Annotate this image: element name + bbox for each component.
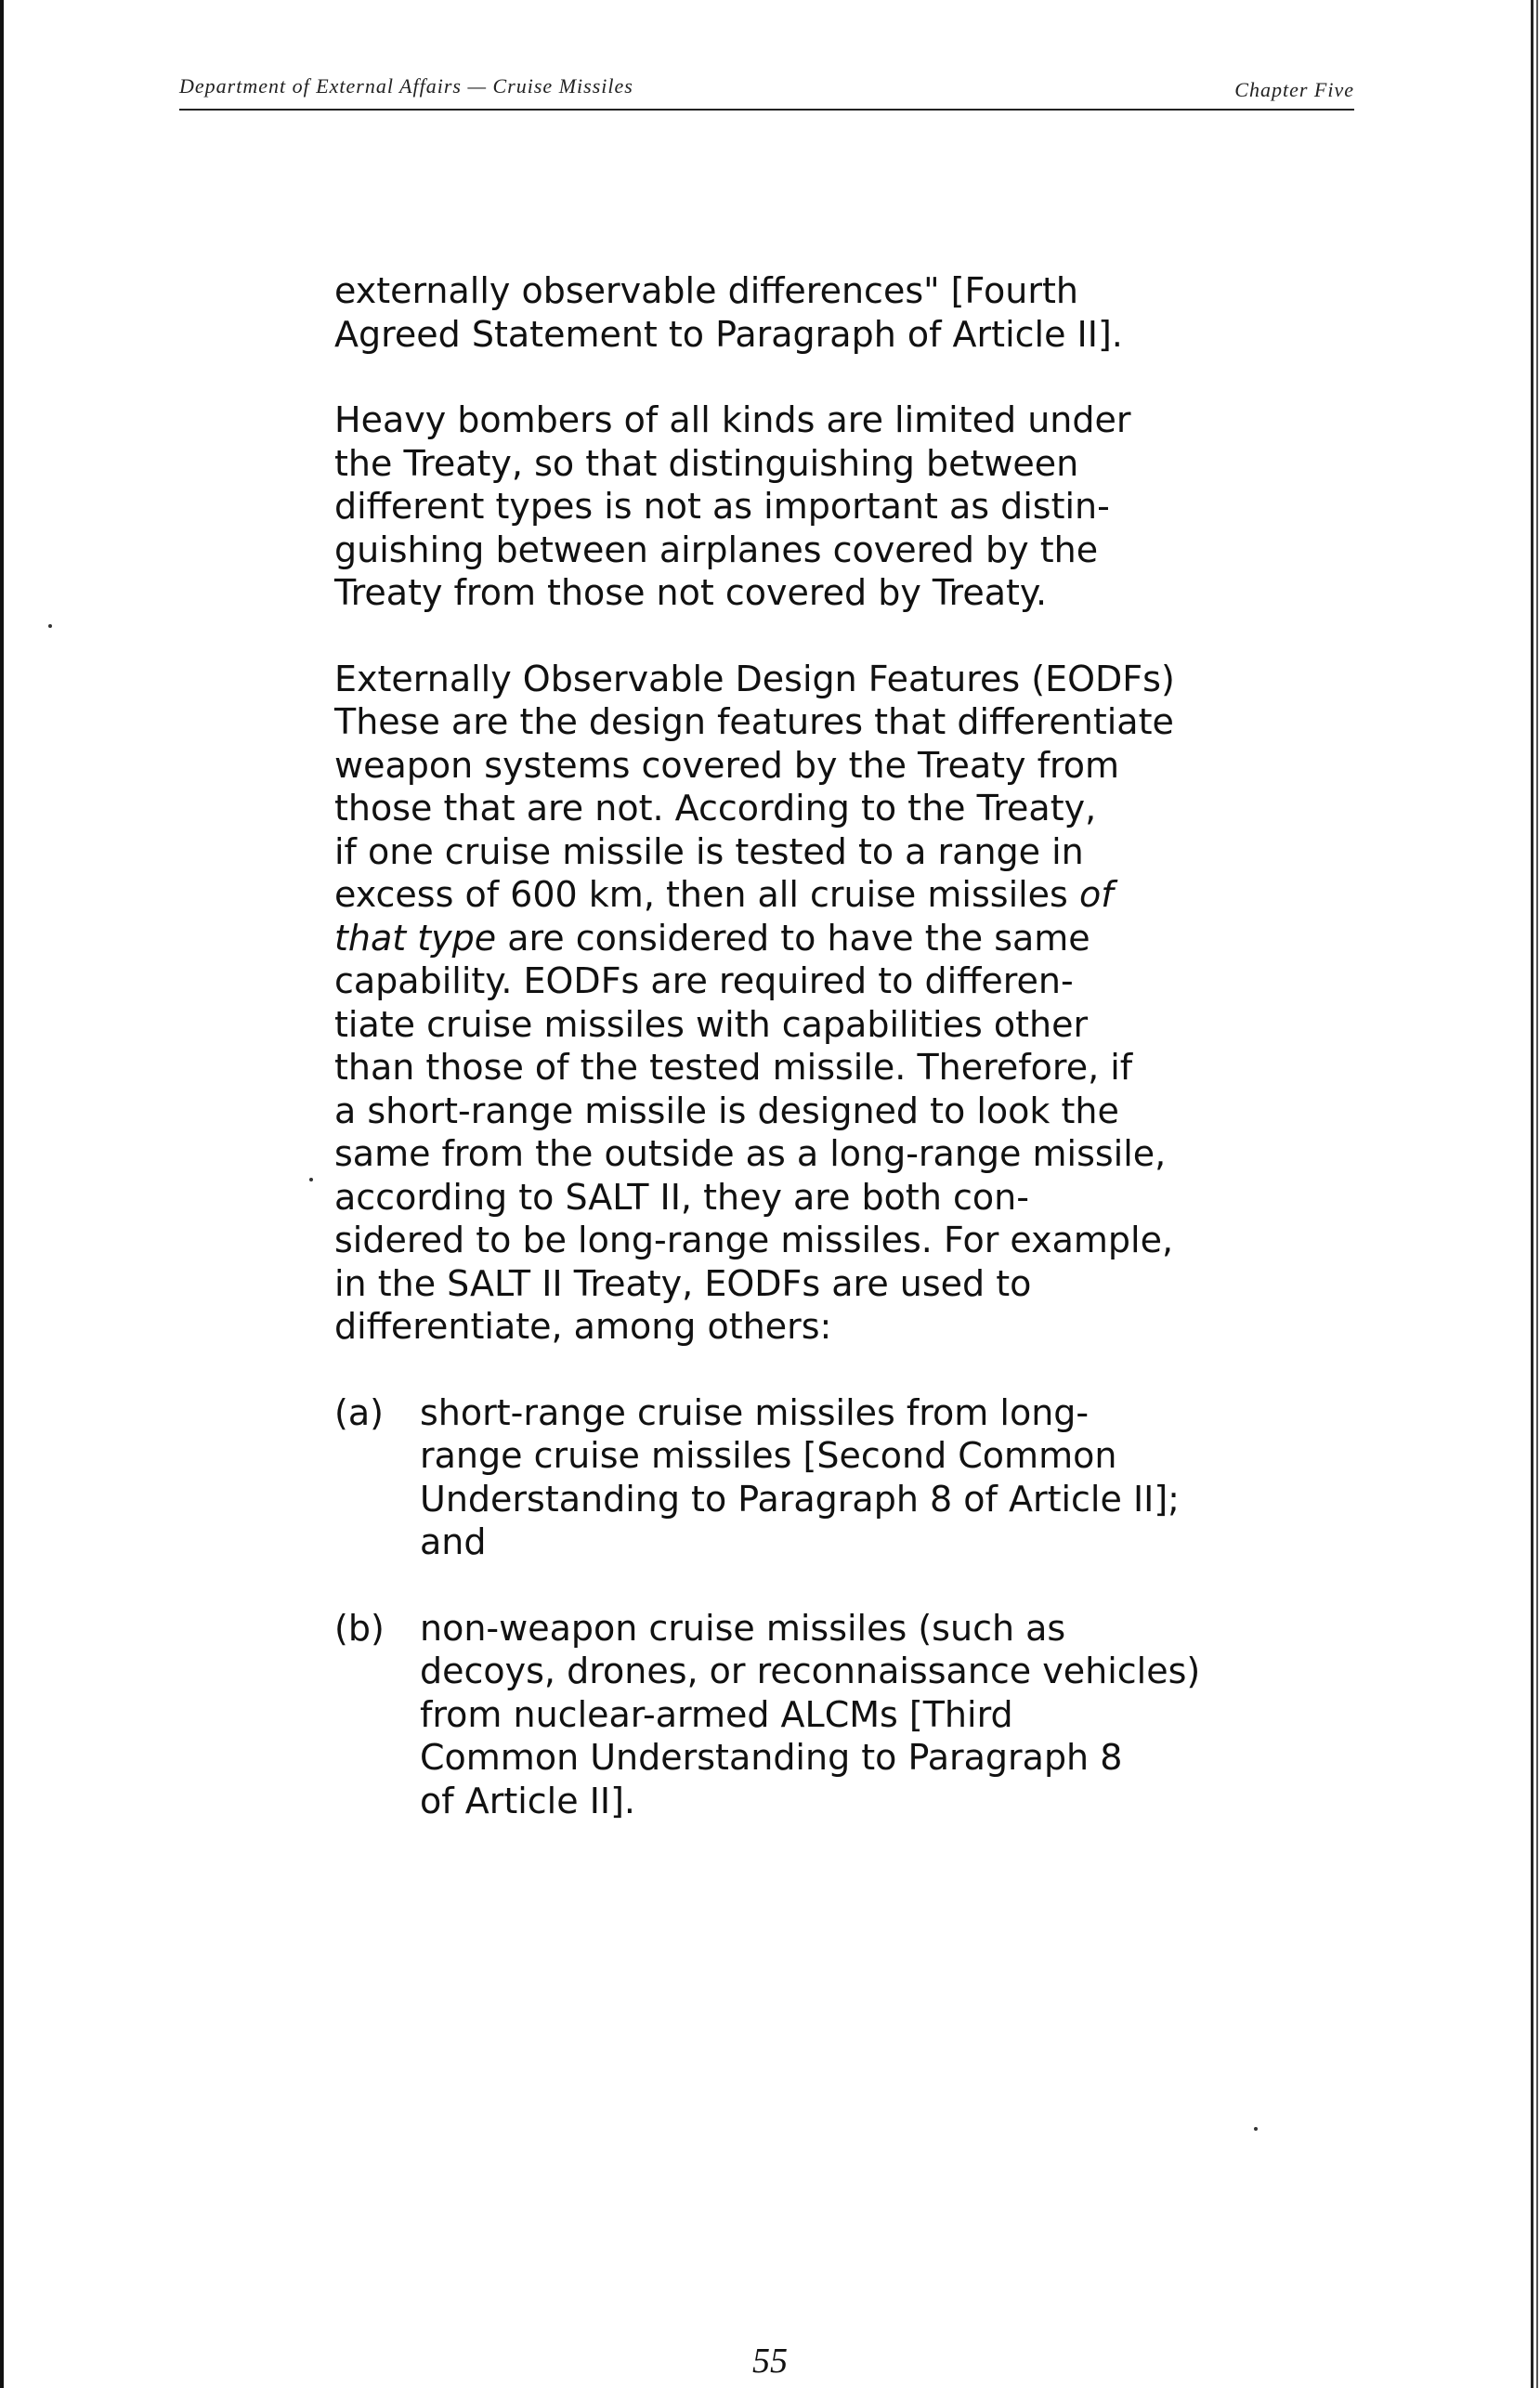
running-head-right: Chapter Five [1234, 78, 1354, 101]
scan-speck [309, 1178, 313, 1181]
list-item [334, 1607, 1201, 1823]
scan-edge-left [0, 0, 4, 2388]
text-line-with-emphasis [334, 873, 1170, 917]
text-line: from nuclear-armed ALCMs [Third [420, 1693, 1013, 1735]
text-line: Treaty from those not covered by Treaty. [334, 572, 1048, 613]
text-line: the Treaty, so that distinguishing between [334, 442, 1079, 484]
section-heading: Externally Observable Design Features (EODFs) [334, 658, 1175, 699]
text-line: capability. EODFs are required to differen- [334, 960, 1074, 1001]
scan-speck [1254, 2127, 1258, 2131]
text-line: Common Understanding to Paragraph 8 [420, 1737, 1123, 1778]
page-number: 55 [752, 2342, 788, 2381]
text-line: different types is not as important as distin- [334, 486, 1110, 527]
body-text [334, 269, 1201, 1865]
text-line: in the SALT II Treaty, EODFs are used to [334, 1262, 1032, 1304]
paragraph-heavy-bombers [334, 398, 1170, 615]
running-head-left: Department of External Affairs — Cruise Missiles [179, 74, 633, 98]
text-line: those that are not. According to the Treaty, [334, 788, 1097, 829]
text-line: Understanding to Paragraph 8 of Article II]; [420, 1478, 1180, 1520]
paragraph-continuation [334, 269, 1170, 356]
text-line-with-emphasis [334, 917, 1170, 960]
text-line: and [420, 1521, 487, 1562]
text-line: sidered to be long-range missiles. For example, [334, 1220, 1174, 1260]
text-segment: are considered to have the same [507, 917, 1090, 959]
text-line: Agreed Statement to Paragraph of Article II]. [334, 313, 1123, 355]
text-line: a short-range missile is designed to look the [334, 1090, 1119, 1131]
scan-edge-right-inner [1536, 0, 1538, 2388]
scan-edge-right [1531, 0, 1533, 2388]
running-head [179, 74, 1354, 108]
text-line: of Article II]. [420, 1780, 636, 1821]
text-line: These are the design features that differentiate [334, 701, 1174, 742]
scan-speck [48, 624, 52, 628]
emphasis-text: that type [334, 917, 497, 959]
text-line: differentiate, among others: [334, 1306, 832, 1347]
emphasis-text: of [1078, 874, 1114, 915]
list-item-text [420, 1607, 1201, 1823]
text-line: than those of the tested missile. Therefore, if [334, 1047, 1133, 1088]
text-line: guishing between airplanes covered by the [334, 528, 1099, 570]
text-segment: excess of 600 km, then all cruise missiles [334, 874, 1068, 915]
text-line: short-range cruise missiles from long- [420, 1391, 1090, 1433]
list-item-label: (b) [334, 1607, 385, 1649]
text-line: tiate cruise missiles with capabilities other [334, 1003, 1089, 1045]
text-line: same from the outside as a long-range missile, [334, 1133, 1167, 1174]
text-line: if one cruise missile is tested to a range in [334, 830, 1084, 872]
list-item-text [420, 1391, 1180, 1564]
list-item [334, 1391, 1180, 1564]
text-line: non-weapon cruise missiles (such as [420, 1607, 1066, 1649]
paragraph-eodf [334, 658, 1175, 1349]
text-line: externally observable differences" [Fourth [334, 270, 1078, 311]
text-line: decoys, drones, or reconnaissance vehicles) [420, 1651, 1201, 1691]
list-item-label: (a) [334, 1391, 384, 1433]
text-line: according to SALT II, they are both con- [334, 1176, 1029, 1218]
text-line: weapon systems covered by the Treaty from [334, 744, 1120, 786]
text-line: Heavy bombers of all kinds are limited under [334, 399, 1131, 440]
header-rule [179, 109, 1354, 111]
text-line: range cruise missiles [Second Common [420, 1435, 1117, 1476]
